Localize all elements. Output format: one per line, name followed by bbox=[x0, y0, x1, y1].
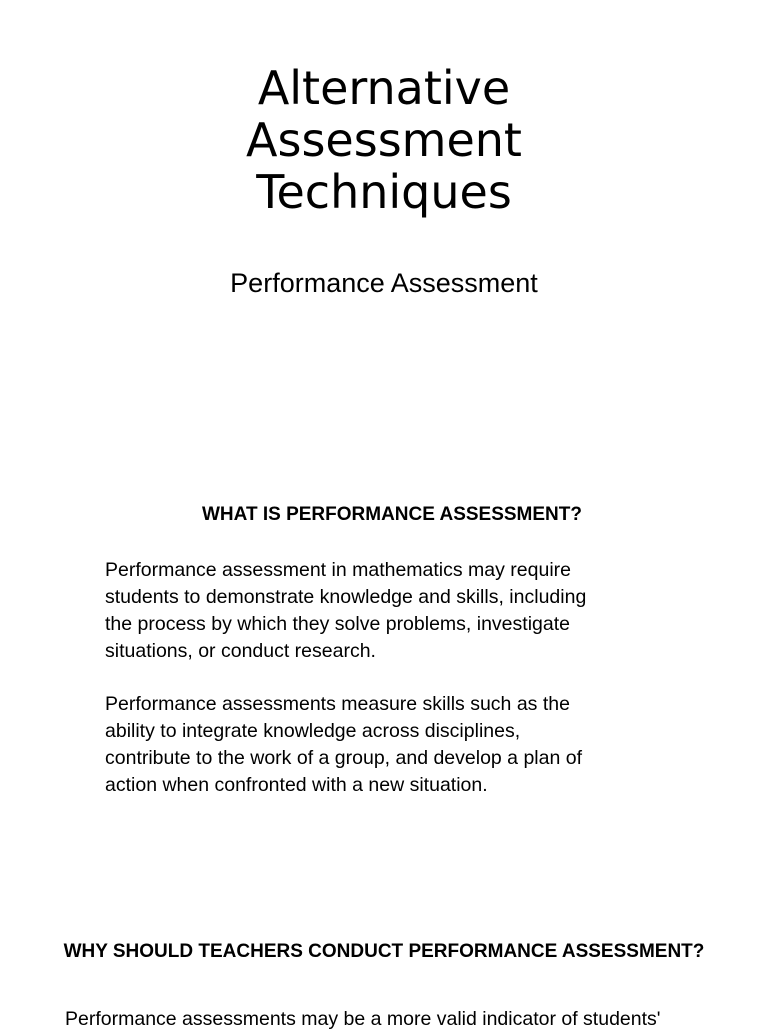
paragraph-line: Performance assessment in mathematics may require bbox=[105, 559, 572, 581]
paragraph-line: students to demonstrate knowledge and skills, including bbox=[105, 586, 587, 608]
section-2-paragraph-1 bbox=[65, 1006, 661, 1033]
section-1-paragraph-1 bbox=[105, 557, 586, 665]
paragraph-line: contribute to the work of a group, and develop a plan of bbox=[105, 747, 582, 769]
paragraph-line: Performance assessments measure skills such as the bbox=[105, 693, 570, 715]
document-subtitle: Performance Assessment bbox=[230, 268, 538, 298]
paragraph-line: action when confronted with a new situation. bbox=[105, 774, 488, 796]
section-heading-why: WHY SHOULD TEACHERS CONDUCT PERFORMANCE ASSESSMENT? bbox=[63, 941, 705, 962]
paragraph-line: situations, or conduct research. bbox=[105, 640, 376, 662]
paragraph-line: Performance assessments may be a more valid indicator of students' bbox=[65, 1008, 661, 1030]
paragraph-line: ability to integrate knowledge across disciplines, bbox=[105, 720, 521, 742]
title-line: Assessment bbox=[246, 113, 522, 167]
section-heading-what: WHAT IS PERFORMANCE ASSESSMENT? bbox=[201, 504, 582, 525]
title-line: Alternative bbox=[257, 61, 511, 115]
document-title bbox=[0, 62, 768, 218]
section-1-paragraph-2 bbox=[105, 691, 582, 799]
title-line: Techniques bbox=[256, 165, 512, 219]
paragraph-line: the process by which they solve problems, investigate bbox=[105, 613, 570, 635]
